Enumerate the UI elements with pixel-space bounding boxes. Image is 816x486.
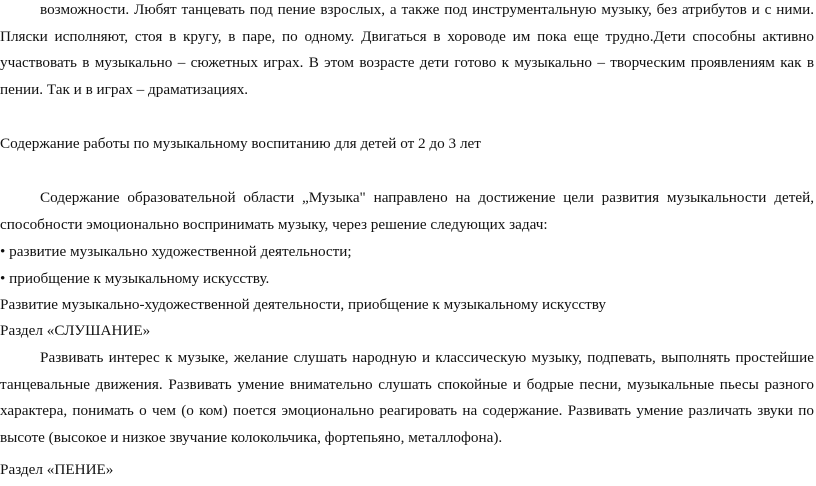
section-heading-singing: Раздел «ПЕНИЕ» bbox=[0, 461, 114, 478]
content-heading: Содержание работы по музыкальному воспитанию для детей от 2 до 3 лет bbox=[0, 135, 481, 152]
development-line: Развитие музыкально-художественной деятельности, приобщение к музыкальному искусству bbox=[0, 296, 606, 313]
bullet-item-art-familiarization: • приобщение к музыкальному искусству. bbox=[0, 270, 270, 287]
bullet-item-artistic-activity: • развитие музыкально художественной деятельности; bbox=[0, 243, 352, 260]
paragraph-music-goals: Содержание образовательной области „Музыка" направлено на достижение цели развития музыкальности детей, способности эмоционально воспринимать музыку, через решение следующих задач: bbox=[0, 189, 814, 233]
paragraph-listening: Развивать интерес к музыке, желание слушать народную и классическую музыку, подпевать, выполнять простейшие танцевальные движения. Развивать умение внимательно слушать спокойные и бодрые песни, музыкальные пьесы разного характера, понимать о чем (о ком) поется эмоционально реагировать на содержание. Развивать умение различать звуки по высоте (высокое и низкое звучание колокольчика, фортепьяно, металлофона). bbox=[0, 349, 814, 446]
section-heading-listening: Раздел «СЛУШАНИЕ» bbox=[0, 322, 151, 339]
paragraph-music-abilities: возможности. Любят танцевать под пение взрослых, а также под инструментальную музыку, без атрибутов и с ними. Пляски исполняют, стоя в кругу, в паре, по одному. Двигаться в хороводе им пока еще трудно.Дети способны активно участвовать в музыкально – сюжетных играх. В этом возрасте дети готово к музыкально – творческим проявлениям как в пении. Так и в играх – драматизациях. bbox=[0, 1, 814, 98]
